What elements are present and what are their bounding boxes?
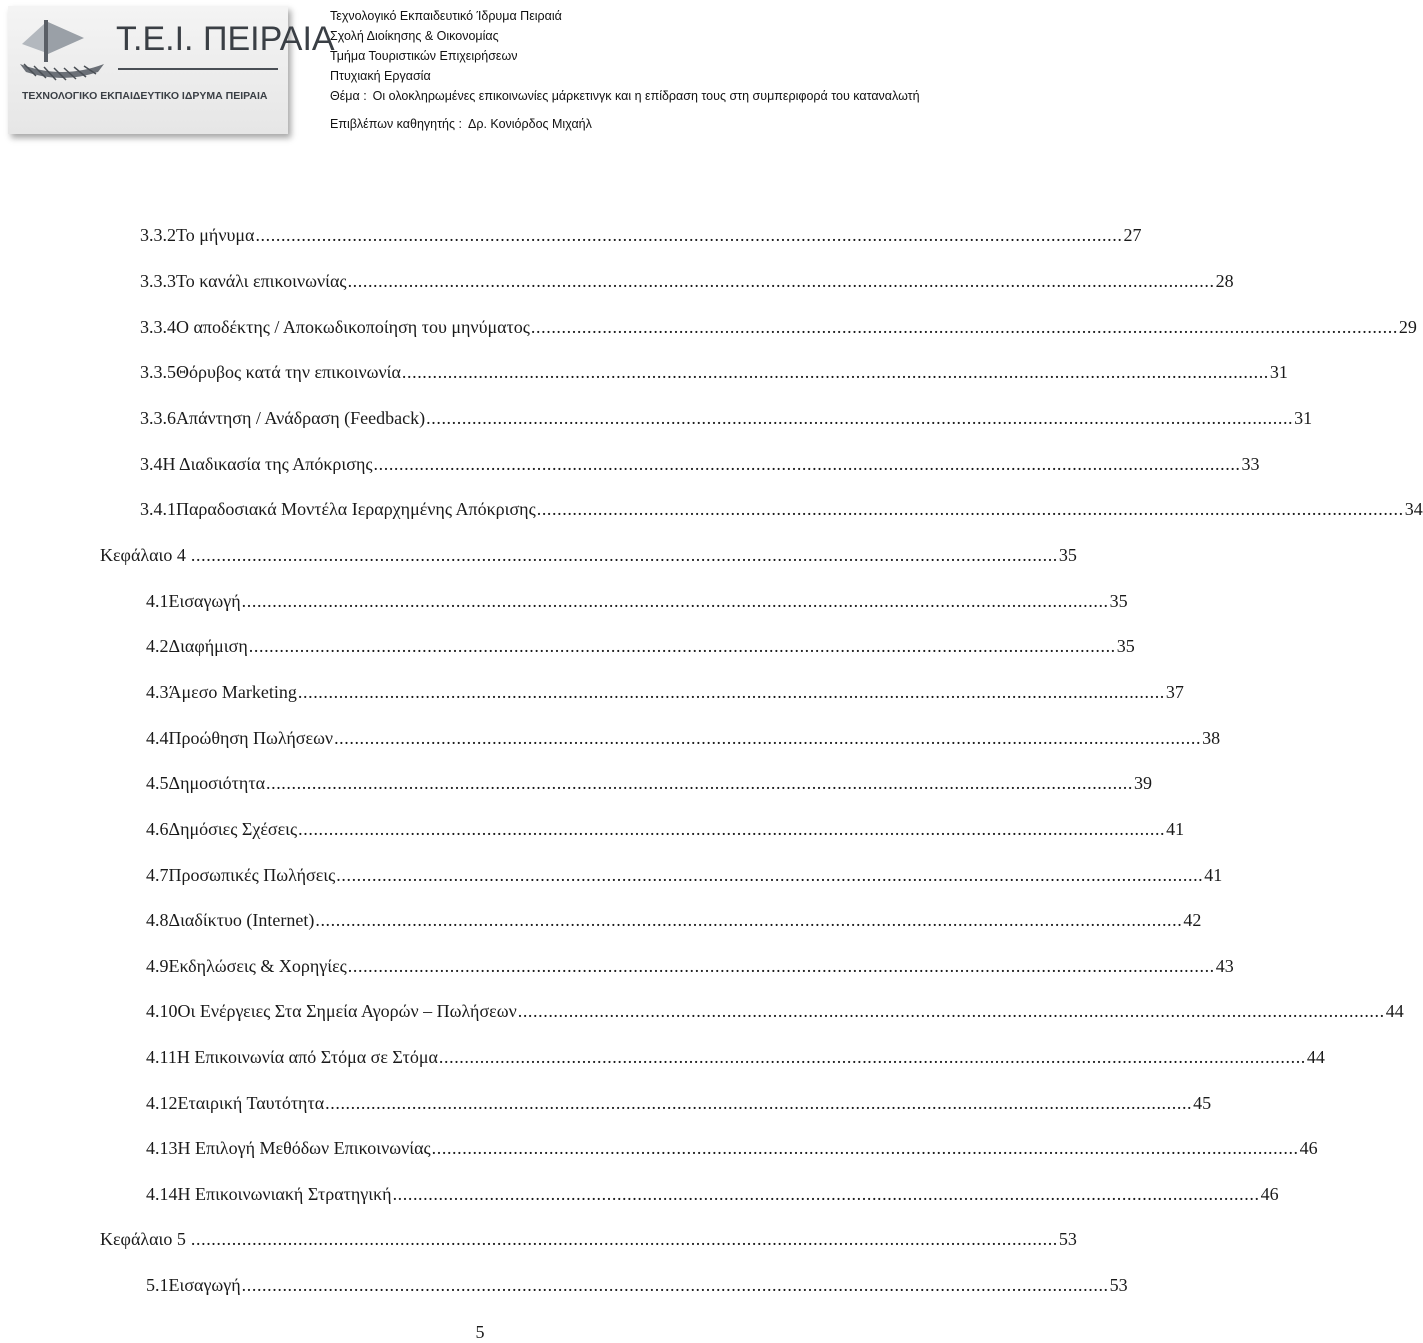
logo-subtitle: ΤΕΧΝΟΛΟΓΙΚΟ ΕΚΠΑΙΔΕΥΤΙΚΟ ΙΔΡΥΜΑ ΠΕΙΡΑΙΑ — [22, 90, 268, 102]
header-supervisor-label: Επιβλέπων καθηγητής : — [330, 117, 462, 131]
toc-entry[interactable] — [140, 494, 1423, 520]
toc-page: 28 — [1215, 271, 1234, 291]
toc-page: 39 — [1134, 773, 1152, 793]
toc-leader: .......................................................................................................................................................................... — [325, 1093, 1193, 1113]
toc-number: 4.2 — [146, 636, 169, 656]
toc-title: Οι Ενέργειες Στα Σημεία Αγορών – Πωλήσεων — [177, 1001, 517, 1021]
toc-number: 4.1 — [146, 591, 169, 611]
toc-entry[interactable] — [146, 1088, 1212, 1114]
toc-page: 31 — [1269, 362, 1288, 382]
toc-title: Προώθηση Πωλήσεων — [168, 728, 334, 748]
toc-leader: .......................................................................................................................................................................... — [190, 545, 1058, 565]
toc-entry[interactable] — [146, 860, 1223, 886]
header-thesis: Πτυχιακή Εργασία — [330, 69, 431, 83]
logo-title: Τ.Ε.Ι. ΠΕΙΡΑΙΑ — [116, 20, 335, 58]
toc-number: 4.11 — [146, 1047, 177, 1067]
page-number: 5 — [475, 1322, 485, 1342]
toc-leader: .......................................................................................................................................................................... — [336, 865, 1204, 885]
document-header — [330, 6, 920, 134]
toc-page: 37 — [1165, 682, 1184, 702]
toc-leader: .......................................................................................................................................................................... — [401, 362, 1269, 382]
toc-leader: .......................................................................................................................................................................... — [373, 454, 1241, 474]
toc-page: 35 — [1116, 636, 1135, 656]
toc-number: 3.4.1 — [140, 499, 176, 519]
toc-title: Διαφήμιση — [168, 636, 248, 656]
toc-leader: .......................................................................................................................................................................... — [347, 956, 1215, 976]
toc-title: Ο αποδέκτης / Αποκωδικοποίηση του μηνύματος — [176, 317, 530, 337]
toc-leader: .......................................................................................................................................................................... — [298, 819, 1166, 839]
toc-leader: .......................................................................................................................................................................... — [431, 1138, 1299, 1158]
toc-page: 29 — [1398, 317, 1417, 337]
toc-page: 31 — [1294, 408, 1313, 428]
header-supervisor — [330, 114, 920, 134]
toc-page: 35 — [1058, 545, 1077, 565]
toc-leader: .......................................................................................................................................................................... — [517, 1001, 1385, 1021]
toc-entry[interactable] — [140, 449, 1260, 475]
toc-entry[interactable] — [146, 768, 1152, 794]
toc-title: Παραδοσιακά Μοντέλα Ιεραρχημένης Απόκρισης — [176, 499, 536, 519]
toc-page: 27 — [1123, 225, 1142, 245]
toc-leader: .......................................................................................................................................................................... — [241, 1275, 1109, 1295]
toc-entry[interactable] — [140, 266, 1234, 292]
toc-leader: .......................................................................................................................................................................... — [426, 408, 1294, 428]
toc-page: 53 — [1058, 1229, 1077, 1249]
toc-chapter-label: Κεφάλαιο 5 — [100, 1229, 186, 1249]
toc-page: 33 — [1241, 454, 1260, 474]
toc-number: 4.6 — [146, 819, 169, 839]
toc-title: Θόρυβος κατά την επικοινωνία — [176, 362, 401, 382]
toc-leader: .......................................................................................................................................................................... — [347, 271, 1215, 291]
toc-number: 4.7 — [146, 865, 169, 885]
toc-number: 4.12 — [146, 1093, 178, 1113]
toc-chapter-entry[interactable] — [100, 540, 1077, 566]
logo-divider — [118, 68, 278, 70]
toc-leader: .......................................................................................................................................................................... — [438, 1047, 1306, 1067]
toc-title: Απάντηση / Ανάδραση (Feedback) — [176, 408, 426, 428]
header-topic — [330, 86, 920, 106]
toc-title: Η Διαδικασία της Απόκρισης — [162, 454, 373, 474]
toc-entry[interactable] — [146, 723, 1221, 749]
toc-leader: .......................................................................................................................................................................... — [266, 773, 1133, 793]
header-department: Τμήμα Τουριστικών Επιχειρήσεων — [330, 49, 518, 63]
toc-leader: .......................................................................................................................................................................... — [392, 1184, 1260, 1204]
toc-page: 43 — [1215, 956, 1234, 976]
toc-leader: .......................................................................................................................................................................... — [334, 728, 1202, 748]
toc-number: 4.4 — [146, 728, 169, 748]
toc-title: Εκδηλώσεις & Χορηγίες — [168, 956, 347, 976]
toc-number: 3.3.4 — [140, 317, 176, 337]
toc-number: 3.3.2 — [140, 225, 176, 245]
toc-page: 46 — [1299, 1138, 1318, 1158]
toc-leader: .......................................................................................................................................................................... — [241, 591, 1109, 611]
toc-number: 4.10 — [146, 1001, 178, 1021]
header-topic-text: Οι ολοκληρωμένες επικοινωνίες μάρκετινγκ και η επίδραση τους στη συμπεριφορά του καταναλωτή — [372, 89, 920, 103]
toc-chapter-label: Κεφάλαιο 4 — [100, 545, 186, 565]
toc-entry[interactable] — [146, 951, 1234, 977]
toc-title: Προσωπικές Πωλήσεις — [168, 865, 336, 885]
toc-title: Δημοσιότητα — [168, 773, 265, 793]
toc-entry[interactable] — [146, 1133, 1318, 1159]
toc-page: 45 — [1193, 1093, 1212, 1113]
toc-leader: .......................................................................................................................................................................... — [536, 499, 1404, 519]
toc-leader: .......................................................................................................................................................................... — [248, 636, 1116, 656]
toc-leader: .......................................................................................................................................................................... — [190, 1229, 1058, 1249]
toc-number: 3.4 — [140, 454, 163, 474]
header-school: Σχολή Διοίκησης & Οικονομίας — [330, 29, 499, 43]
toc-entry[interactable] — [146, 1179, 1279, 1205]
toc-number: 5.1 — [146, 1275, 169, 1295]
toc-leader: .......................................................................................................................................................................... — [315, 910, 1183, 930]
toc-title: Η Επικοινωνιακή Στρατηγική — [177, 1184, 392, 1204]
toc-number: 3.3.5 — [140, 362, 176, 382]
toc-entry[interactable] — [146, 631, 1135, 657]
toc-chapter-entry[interactable] — [100, 1224, 1077, 1250]
toc-leader: .......................................................................................................................................................................... — [255, 225, 1123, 245]
toc-title: Εταιρική Ταυτότητα — [177, 1093, 325, 1113]
toc-entry[interactable] — [146, 814, 1185, 840]
toc-page: 44 — [1385, 1001, 1404, 1021]
toc-title: Η Επικοινωνία από Στόμα σε Στόμα — [176, 1047, 438, 1067]
ship-icon — [14, 14, 110, 88]
toc-entry[interactable] — [140, 220, 1142, 246]
toc-leader: .......................................................................................................................................................................... — [297, 682, 1165, 702]
header-supervisor-name: Δρ. Κονιόρδος Μιχαήλ — [467, 117, 592, 131]
toc-title: Διαδίκτυο (Internet) — [168, 910, 315, 930]
institution-logo — [8, 6, 335, 134]
toc-entry[interactable] — [146, 1042, 1325, 1068]
toc-page: 46 — [1260, 1184, 1279, 1204]
toc-number: 3.3.6 — [140, 408, 176, 428]
toc-number: 4.8 — [146, 910, 169, 930]
toc-page: 53 — [1109, 1275, 1128, 1295]
toc-title: Άμεσο Marketing — [168, 682, 297, 702]
toc-title: Το μήνυμα — [176, 225, 255, 245]
toc-title: Δημόσιες Σχέσεις — [168, 819, 298, 839]
toc-number: 4.3 — [146, 682, 169, 702]
toc-page: 42 — [1183, 910, 1202, 930]
toc-title: Εισαγωγή — [168, 591, 241, 611]
toc-number: 4.5 — [146, 773, 169, 793]
toc-title: Η Επιλογή Μεθόδων Επικοινωνίας — [177, 1138, 431, 1158]
toc-page: 41 — [1204, 865, 1223, 885]
toc-entry[interactable] — [140, 312, 1417, 338]
toc-title: Εισαγωγή — [168, 1275, 241, 1295]
toc-page: 44 — [1306, 1047, 1325, 1067]
toc-leader: .......................................................................................................................................................................... — [530, 317, 1398, 337]
toc-entry[interactable] — [140, 403, 1313, 429]
toc-page: 35 — [1109, 591, 1128, 611]
toc-page: 38 — [1202, 728, 1221, 748]
header-topic-label: Θέμα : — [330, 89, 367, 103]
toc-number: 4.13 — [146, 1138, 178, 1158]
toc-entry[interactable] — [146, 905, 1202, 931]
toc-title: Το κανάλι επικοινωνίας — [176, 271, 347, 291]
toc-number: 3.3.3 — [140, 271, 176, 291]
toc-entry[interactable] — [146, 1270, 1128, 1296]
toc-entry[interactable] — [146, 996, 1404, 1022]
toc-entry[interactable] — [140, 357, 1288, 383]
toc-number: 4.9 — [146, 956, 169, 976]
toc-page: 34 — [1404, 499, 1423, 519]
toc-page: 41 — [1166, 819, 1185, 839]
header-institution: Τεχνολογικό Εκπαιδευτικό Ίδρυμα Πειραιά — [330, 9, 562, 23]
toc-number: 4.14 — [146, 1184, 178, 1204]
toc-entry[interactable] — [146, 586, 1128, 612]
toc-entry[interactable] — [146, 677, 1184, 703]
